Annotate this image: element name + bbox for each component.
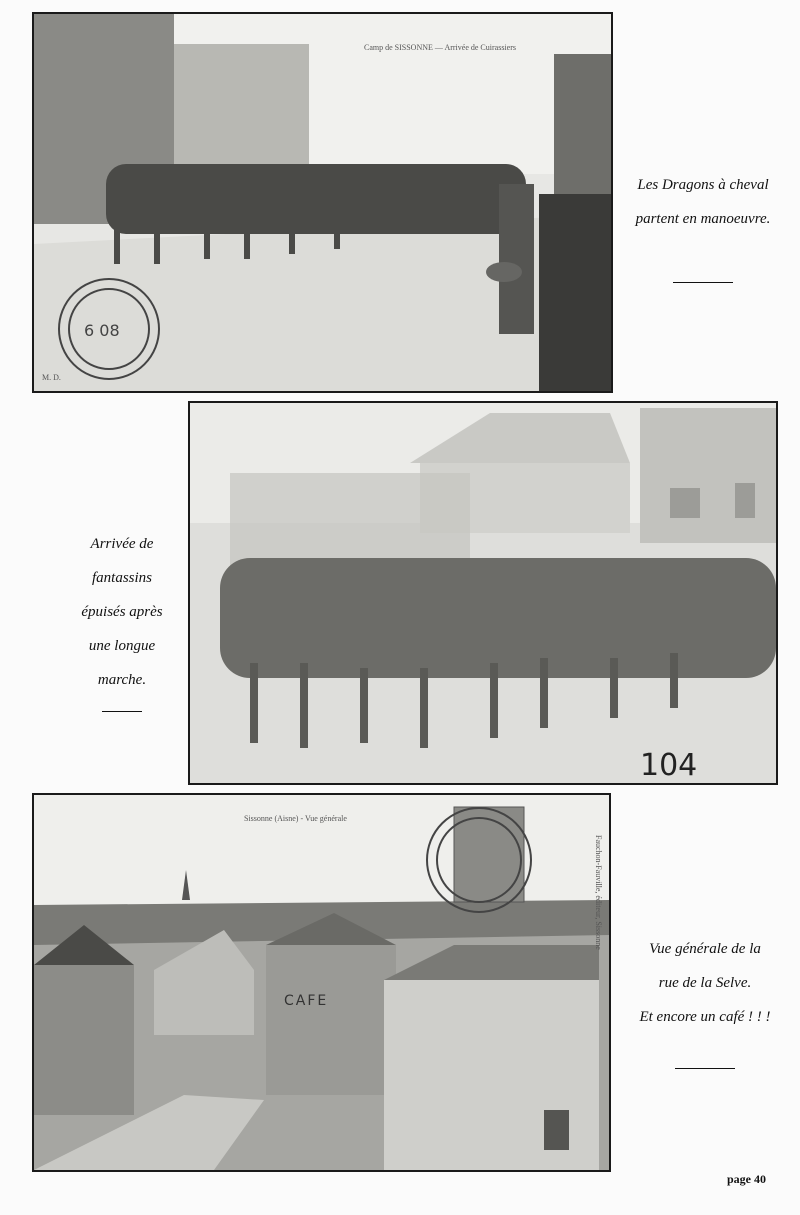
caption-top-line-1: Les Dragons à cheval: [637, 177, 769, 193]
caption-bottom: [615, 932, 795, 1069]
caption-middle-divider: [102, 711, 142, 712]
caption-bottom-line-1: Vue générale de la: [649, 941, 761, 957]
caption-middle-line-4: une longue: [88, 638, 156, 654]
caption-top-line-2: partent en manoeuvre.: [635, 211, 771, 227]
caption-top: [618, 168, 788, 283]
cafe-sign: CAFE: [284, 993, 329, 1009]
caption-middle: [70, 527, 174, 712]
photo-infantry-artwork: [190, 403, 776, 783]
card-title-3: Sissonne (Aisne) - Vue générale: [244, 814, 347, 823]
publisher-mark: M. D.: [42, 373, 61, 382]
caption-top-divider: [673, 282, 733, 283]
caption-bottom-line-3: Et encore un café ! ! !: [639, 1009, 771, 1025]
card-title-1: Camp de SISSONNE — Arrivée de Cuirassiers: [364, 43, 516, 52]
photo-dragons-on-horseback: [32, 12, 613, 393]
photo-dragons-artwork: [34, 14, 611, 391]
caption-bottom-line-2: rue de la Selve.: [658, 975, 752, 991]
photo-village-artwork: [34, 795, 609, 1170]
photo-village-view: [32, 793, 611, 1172]
svg-text:6 08: 6 08: [84, 321, 120, 340]
caption-bottom-divider: [675, 1068, 735, 1069]
page-number: page 40: [727, 1172, 766, 1186]
photo-infantry-march: [188, 401, 778, 785]
caption-middle-line-3: épuisés après: [81, 604, 163, 620]
publisher-side-text: Fauchon-Fauville, éditeur, Sissonne: [594, 835, 603, 950]
caption-middle-line-2: fantassins: [91, 570, 152, 586]
caption-middle-line-5: marche.: [97, 672, 147, 688]
handwritten-number: 104: [640, 748, 698, 783]
caption-middle-line-1: Arrivée de: [90, 536, 154, 552]
